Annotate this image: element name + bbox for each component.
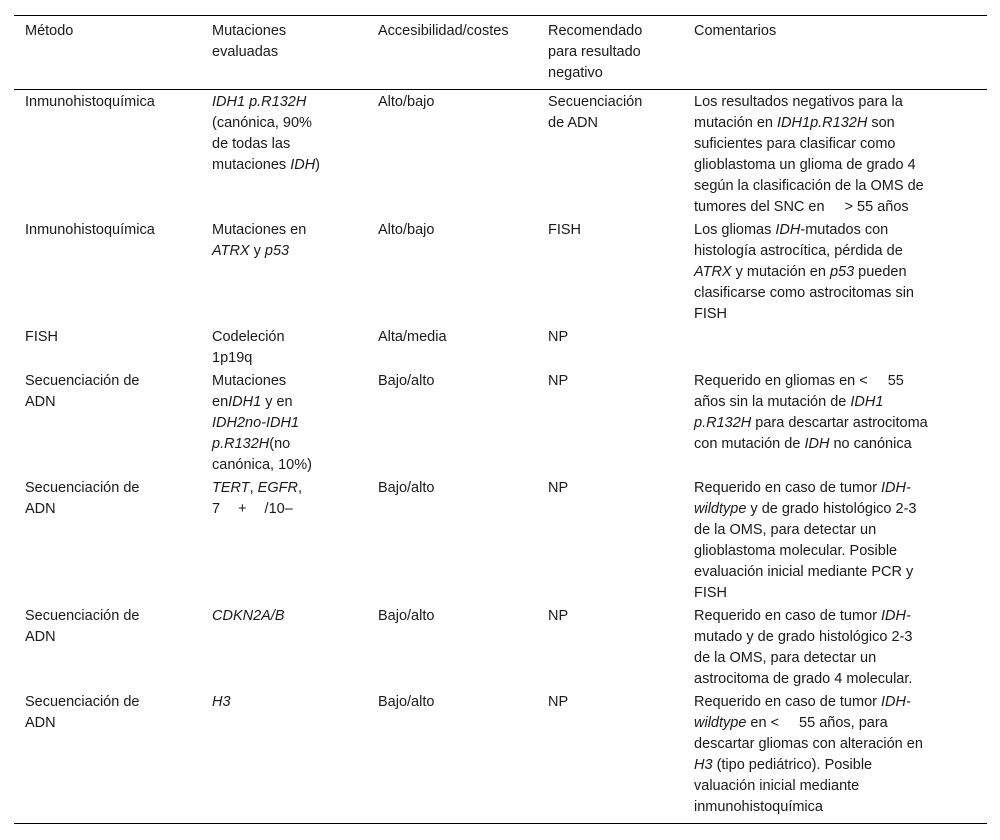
cell-comentarios: Requerido en caso de tumor IDH- wildtype en < 55 años, para descartar gliomas con alteración en H3 (tipo pediátrico). Posible valuación inicial mediante inmunohistoquímica [694, 694, 923, 815]
cell-metodo: Inmunohistoquímica [25, 222, 155, 238]
cell-recomendado: NP [548, 480, 569, 496]
cell-recomendado: NP [548, 694, 569, 710]
cell-metodo: Secuenciación de ADN [25, 694, 140, 731]
cell-metodo: Secuenciación de ADN [25, 480, 140, 517]
header-metodo: Método [25, 23, 74, 39]
cell-comentarios: Los gliomas IDH-mutados con histología astrocítica, pérdida de ATRX y mutación en p53 pueden clasificarse como astrocitomas sin FISH [694, 222, 914, 322]
cell-recomendado: Secuenciación de ADN [548, 94, 643, 131]
cell-comentarios: Requerido en gliomas en < 55 años sin la mutación de IDH1 p.R132H para descartar astrocitoma con mutación de IDH no canónica [694, 373, 928, 452]
cell-recomendado: NP [548, 608, 569, 624]
cell-metodo: Secuenciación de ADN [25, 608, 140, 645]
cell-accesibilidad: Alta/media [378, 329, 447, 345]
cell-mutaciones: H3 [212, 694, 231, 710]
table-bottom-rule [14, 823, 987, 824]
cell-accesibilidad: Alto/bajo [378, 94, 435, 110]
cell-metodo: FISH [25, 329, 59, 345]
cell-accesibilidad: Bajo/alto [378, 373, 435, 389]
cell-mutaciones: Mutaciones en ATRX y p53 [212, 222, 307, 259]
cell-comentarios: Los resultados negativos para la mutación en IDH1p.R132H son suficientes para clasificar como glioblastoma un glioma de grado 4 según la clasificación de la OMS de tumores del SNC en > 55 años [694, 94, 924, 215]
cell-metodo: Inmunohistoquímica [25, 94, 155, 110]
cell-accesibilidad: Bajo/alto [378, 480, 435, 496]
cell-mutaciones: Codeleción 1p19q [212, 329, 285, 366]
cell-comentarios: Requerido en caso de tumor IDH- mutado y de grado histológico 2-3 de la OMS, para detectar un astrocitoma de grado 4 molecular. [694, 608, 913, 687]
cell-comentarios: Requerido en caso de tumor IDH- wildtype y de grado histológico 2-3 de la OMS, para detectar un glioblastoma molecular. Posible evaluación inicial mediante PCR y FISH [694, 480, 917, 601]
cell-mutaciones: CDKN2A/B [212, 608, 285, 624]
cell-metodo: Secuenciación de ADN [25, 373, 140, 410]
cell-accesibilidad: Alto/bajo [378, 222, 435, 238]
cell-mutaciones: TERT, EGFR, 7 + /10– [212, 480, 302, 517]
header-comentarios: Comentarios [694, 23, 777, 39]
table-top-rule [14, 15, 987, 16]
header-recomendado: Recomendado para resultado negativo [548, 23, 643, 81]
header-mutaciones: Mutaciones evaluadas [212, 23, 287, 60]
header-bottom-rule [14, 89, 987, 90]
cell-recomendado: FISH [548, 222, 582, 238]
cell-recomendado: NP [548, 373, 569, 389]
cell-mutaciones: Mutaciones enIDH1 y en IDH2no-IDH1 p.R132H(no canónica, 10%) [212, 373, 312, 473]
cell-accesibilidad: Bajo/alto [378, 608, 435, 624]
cell-mutaciones: IDH1 p.R132H (canónica, 90% de todas las mutaciones IDH) [212, 94, 321, 173]
cell-accesibilidad: Bajo/alto [378, 694, 435, 710]
cell-recomendado: NP [548, 329, 569, 345]
header-accesibilidad: Accesibilidad/costes [378, 23, 509, 39]
